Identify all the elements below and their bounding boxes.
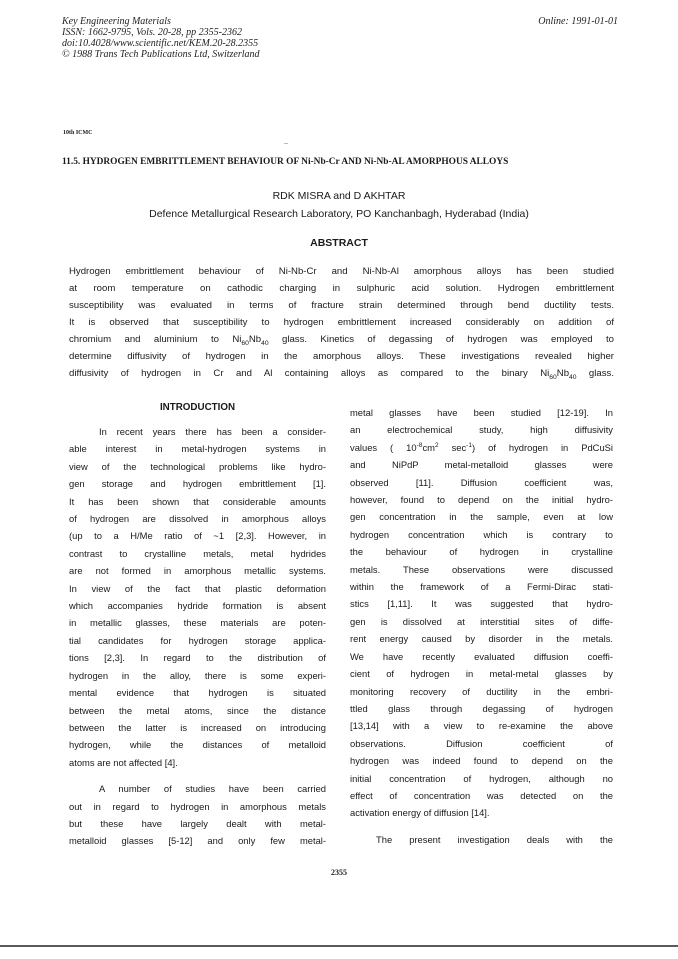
body-line: [13,14] with a view to re-examine the above [350, 720, 613, 732]
abstract-line: Hydrogen embrittlement behaviour of Ni-Nb-Cr and Ni-Nb-Al amorphous alloys has been studied [69, 266, 614, 277]
body-line: gen is dissolved at interstitial sites of diffe- [350, 615, 613, 627]
text-run: glass. Kinetics of degassing of hydrogen was employed to [268, 334, 614, 345]
body-line: an electrochemical study, high diffusivity [350, 424, 613, 436]
body-line: hydrogen was indeed found to depend on the [350, 755, 613, 767]
body-line: gen storage and hydrogen embrittlement [1]. [69, 478, 326, 490]
affiliation: Defence Metallurgical Research Laboratory, PO Kanchanbagh, Hyderabad (India) [149, 208, 529, 220]
section-heading-introduction: INTRODUCTION [159, 402, 236, 413]
body-line: contrast to crystalline metals, metal hydrides [69, 547, 326, 559]
subscript: 40 [261, 339, 269, 347]
copyright-line: © 1988 Trans Tech Publications Ltd, Switzerland [62, 49, 260, 60]
text-run: values ( 10 [350, 441, 417, 453]
issn-line: ISSN: 1662-9795, Vols. 20-28, pp 2355-2362 [62, 27, 242, 38]
abstract-line: determine diffusivity of hydrogen in the amorphous alloys. These investigations revealed higher [69, 351, 614, 362]
body-line: mental evidence that hydrogen is situated [69, 687, 326, 699]
body-line: The present investigation deals with the [376, 833, 613, 845]
body-line: We have recently evaluated diffusion coeffi- [350, 650, 613, 662]
body-line: atoms are not affected [4]. [69, 756, 178, 768]
body-line: however, found to depend on the initial hydro- [350, 494, 613, 506]
body-line: (up to a H/Me ratio of ~1 [2,3]. However, in [69, 530, 326, 542]
body-line: observations. Diffusion coefficient of [350, 737, 613, 749]
right-column [350, 404, 613, 848]
authors: RDK MISRA and D AKHTAR [272, 190, 406, 202]
text-run: sec [438, 441, 467, 453]
body-line: tions [2,3]. In regard to the distribution of [69, 652, 326, 664]
body-line: tial candidates for hydrogen storage applica- [69, 634, 326, 646]
body-line: hydrogen in the alloy, there is some experi- [69, 669, 326, 681]
body-line: In recent years there has been a consider- [99, 426, 326, 437]
body-line: It has been shown that considerable amounts [69, 495, 326, 507]
conference-label: 10th ICMC [63, 130, 93, 136]
abstract-line: at room temperature on cathodic charging in sulphuric acid solution. Hydrogen embrittlement [69, 283, 614, 294]
body-line: out in regard to hydrogen in amorphous metals [69, 800, 326, 812]
abstract-heading: ABSTRACT [310, 237, 368, 249]
body-line: rent energy caused by disorder in the metals. [350, 633, 613, 645]
body-line: stics [1,11]. It was suggested that hydro- [350, 598, 613, 610]
body-line: A number of studies have been carried [99, 783, 326, 795]
abstract-body [69, 263, 614, 382]
journal-name: Key Engineering Materials [62, 16, 171, 27]
body-line: monitoring recovery of ductility in the embri- [350, 685, 613, 697]
abstract-line: It is observed that susceptibility to hydrogen embrittlement increased considerably on addition of [69, 317, 614, 328]
body-line: able interest in metal-hydrogen systems in [69, 443, 326, 455]
body-line: initial concentration of hydrogen, although no [350, 772, 613, 784]
text-run: Nb [556, 368, 570, 379]
body-line: metals. These observations were discussed [350, 563, 613, 575]
body-line: between the metal atoms, since the distance [69, 704, 326, 716]
body-line: between the latter is increased on introducing [69, 721, 326, 733]
left-column [69, 402, 326, 850]
body-line: within the framework of a Fermi-Dirac stati- [350, 581, 613, 593]
body-line: but these have largely dealt with metal- [69, 817, 326, 829]
body-line [350, 439, 613, 456]
subscript: 60 [241, 339, 249, 347]
body-line: hydrogen concentration which is contrary to [350, 528, 613, 540]
journal-header [62, 16, 618, 60]
text-run: chromium and aluminium to Ni [69, 334, 242, 345]
paragraph-gap [350, 822, 613, 831]
page-number: 2355 [331, 868, 347, 877]
abstract-line: susceptibility was evaluated in terms of fracture strain determined through bend ductility tests. [69, 300, 614, 311]
superscript: -1 [466, 441, 473, 449]
text-run: Nb [248, 334, 262, 345]
paragraph-gap [69, 771, 326, 780]
text-run: glass. [576, 368, 614, 379]
body-line: view of the technological problems like hydro- [69, 460, 326, 472]
text-run: ) of hydrogen in PdCuSi [472, 441, 613, 453]
abstract-line [69, 331, 614, 348]
doi-line: doi:10.4028/www.scientific.net/KEM.20-28.2355 [62, 38, 259, 49]
scan-speck [284, 143, 288, 144]
scan-edge [0, 945, 678, 947]
paper-title: 11.5. HYDROGEN EMBRITTLEMENT BEHAVIOUR OF Ni-Nb-Cr AND Ni-Nb-AL AMORPHOUS ALLOYS [62, 157, 509, 167]
body-line: hydrogen, while the distances of metalloid [69, 739, 326, 751]
body-line: in metallic glasses, these materials are poten- [69, 617, 326, 629]
body-line: the behaviour of hydrogen in crystalline [350, 546, 613, 558]
body-line: metal glasses have been studied [12-19]. In [350, 407, 613, 418]
text-run: cm [422, 441, 435, 453]
body-line: ttled glass through degassing of hydrogen [350, 702, 613, 714]
subscript: 40 [569, 373, 577, 381]
superscript: 2 [434, 441, 439, 449]
body-line: activation energy of diffusion [14]. [350, 807, 490, 819]
body-line: cient of hydrogen in metal-metal glasses by [350, 668, 613, 680]
body-line: and NiPdP metal-metalloid glasses were [350, 459, 613, 471]
superscript: -8 [416, 441, 423, 449]
subscript: 60 [549, 373, 557, 381]
online-date: Online: 1991-01-01 [538, 16, 618, 27]
body-line: observed [11]. Diffusion coefficient was, [350, 476, 613, 488]
body-line: metalloid glasses [5-12] and only few metal- [69, 835, 326, 847]
body-line: effect of concentration was detected on the [350, 789, 613, 801]
body-line: which accompanies hydride formation is absent [69, 600, 326, 612]
abstract-line [69, 365, 614, 382]
text-run: diffusivity of hydrogen in Cr and Al containing alloys as compared to the binary Ni [69, 368, 550, 379]
body-line: of hydrogen are dissolved in amorphous alloys [69, 513, 326, 525]
body-line: In view of the fact that plastic deformation [69, 582, 326, 594]
body-line: are not formed in amorphous metallic systems. [69, 565, 326, 577]
body-line: gen concentration in the sample, even at low [350, 511, 613, 523]
